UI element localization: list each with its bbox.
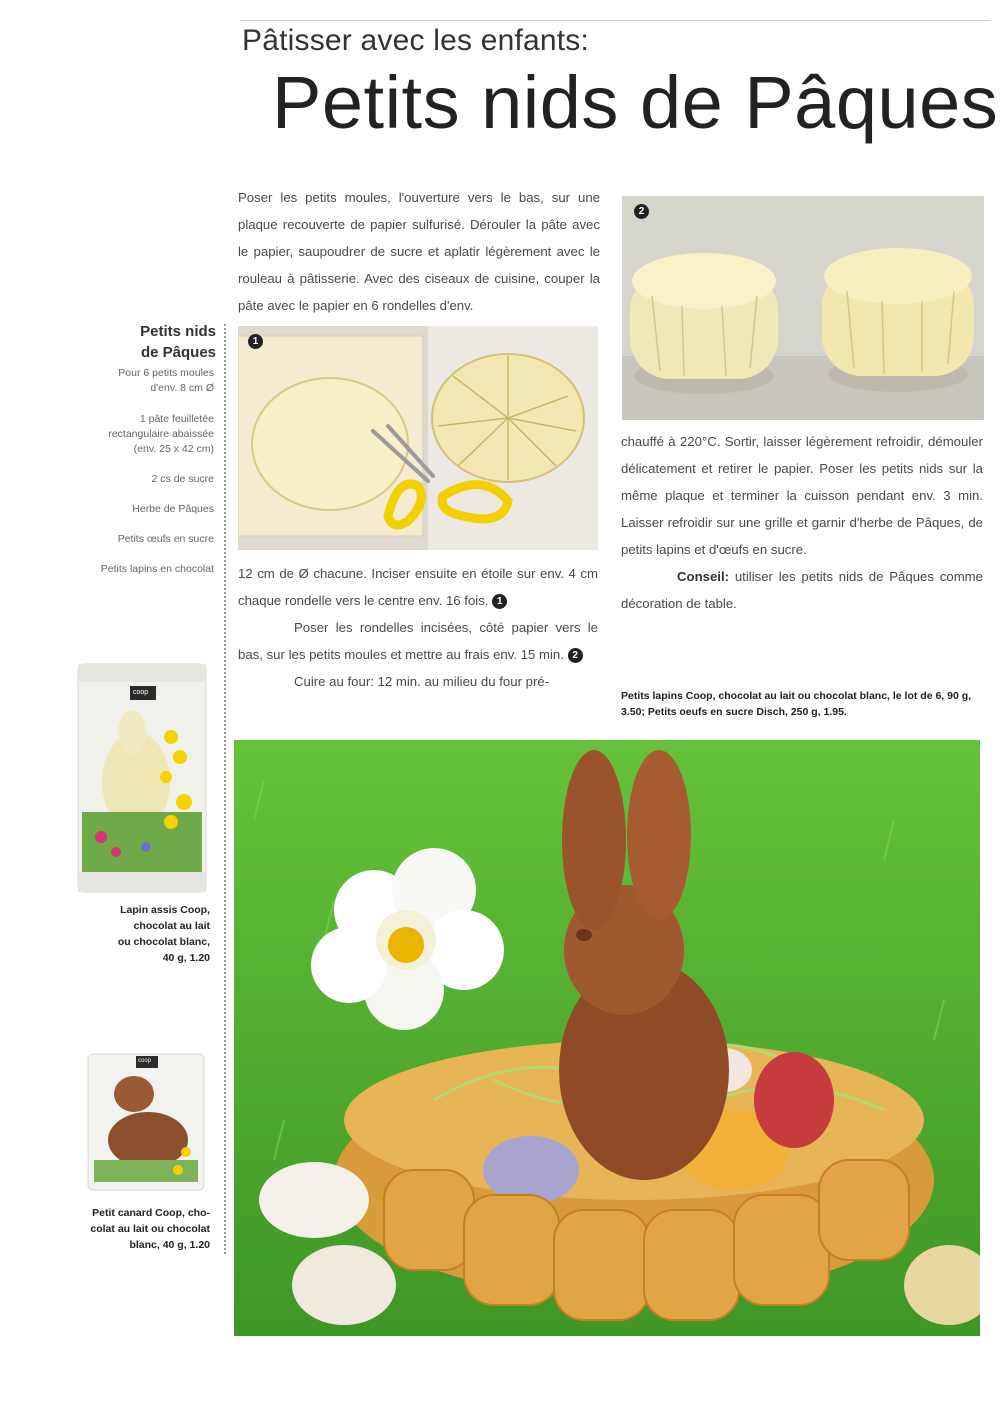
ingredient-line: Herbe de Pâques — [132, 503, 214, 515]
brand-label: coop — [133, 689, 149, 696]
caption-line: colat au lait ou chocolat — [90, 1223, 210, 1235]
ingredient-item — [152, 472, 214, 487]
ingredients-title-line2: de Pâques — [140, 344, 216, 361]
step1-paragraph — [238, 560, 598, 614]
step2-paragraph — [238, 614, 598, 668]
ingredient-line: (env. 25 x 42 cm) — [133, 443, 214, 455]
page-kicker: Pâtisser avec les enfants: — [242, 24, 590, 57]
conseil-text: utiliser les petits nids de Pâques comme décoration de table. — [621, 569, 983, 611]
conseil-paragraph — [621, 563, 983, 617]
ingredient-item — [108, 412, 214, 457]
ingredient-line: 2 cs de sucre — [151, 473, 214, 485]
top-rule — [240, 20, 990, 21]
ingredient-line: rectangulaire abaissée — [108, 428, 214, 440]
intro-text: Poser les petits moules, l'ouverture vers le bas, sur une plaque recouverte de papier sulfurisé. Dérouler la pâte avec le papier, saupoudrer de sucre et aplatir légèrement avec le rouleau à pâtisserie. Avec des ciseaux de cuisine, couper la pâte avec le papier en 6 rondelles d'env. — [238, 190, 600, 313]
photo1-step-marker: 1 — [248, 334, 263, 349]
duck-caption — [66, 1205, 210, 1253]
step3-paragraph: Cuire au four: 12 min. au milieu du four pré- — [294, 674, 550, 689]
ingredient-line: d'env. 8 cm Ø — [150, 382, 214, 394]
easter-nest-illustration — [234, 740, 980, 1336]
product-bunny-package — [76, 662, 208, 894]
ingredient-item — [118, 532, 214, 547]
product-duck-package — [86, 1052, 206, 1192]
ingredient-line: Pour 6 petits moules — [118, 367, 214, 379]
caption-line: Petit canard Coop, cho- — [92, 1207, 210, 1219]
brand-label: coop — [138, 1058, 152, 1064]
ingredient-line: Petits lapins en chocolat — [100, 563, 214, 575]
col2-text: chauffé à 220°C. Sortir, laisser légèrement refroidir, démouler délicatement et retirer le papier. Poser les petits nids sur la même plaque et terminer la cuisson pendant env. 3 min. Laisser refroidir sur une grille et garnir d'herbe de Pâques, de petits lapins et d'œufs en sucre. — [621, 434, 983, 557]
ingredient-item — [101, 562, 214, 577]
nests-illustration — [622, 196, 984, 420]
step1-marker: 1 — [492, 594, 507, 609]
page-title: Petits nids de Pâques — [272, 61, 999, 144]
caption-line: Lapin assis Coop, — [120, 904, 210, 916]
caption-line: blanc, 40 g, 1.20 — [129, 1239, 210, 1251]
photo2-step-marker: 2 — [634, 204, 649, 219]
ingredients-title-line1: Petits nids — [140, 323, 216, 340]
caption-line: chocolat au lait — [133, 920, 210, 932]
caption-line: 40 g, 1.20 — [162, 952, 210, 964]
ingredient-item — [132, 502, 214, 517]
duck-package-illustration — [86, 1052, 206, 1192]
bunny-caption — [76, 902, 210, 966]
caption-line: ou chocolat blanc, — [117, 936, 210, 948]
steps-column-right — [621, 428, 983, 617]
photo-nests-on-moulds — [622, 196, 984, 420]
photo-dough-cutting — [238, 326, 598, 550]
sidebar-dotted-rule — [224, 324, 226, 1254]
main-photo-caption: Petits lapins Coop, chocolat au lait ou chocolat blanc, le lot de 6, 90 g, 3.50; Petits oeufs en sucre Disch, 250 g, 1.95. — [621, 690, 972, 718]
conseil-label: Conseil: — [677, 569, 730, 584]
intro-paragraph — [238, 184, 600, 319]
step2-text: Poser les rondelles incisées, côté papier vers le bas, sur les petits moules et mettre au frais env. 15 min. — [238, 620, 598, 662]
step2-marker: 2 — [568, 648, 583, 663]
dough-illustration — [238, 326, 598, 550]
step1-text: 12 cm de Ø chacune. Inciser ensuite en étoile sur env. 4 cm chaque rondelle vers le centre env. 16 fois. — [238, 566, 598, 608]
ingredient-line: 1 pâte feuilletée — [139, 413, 214, 425]
steps-column-left — [238, 560, 598, 695]
ingredient-item — [118, 366, 214, 396]
main-photo-easter-nest — [234, 740, 980, 1336]
ingredient-line: Petits œufs en sucre — [117, 533, 214, 545]
ingredients-title — [100, 321, 216, 363]
bunny-package-illustration — [76, 662, 208, 894]
